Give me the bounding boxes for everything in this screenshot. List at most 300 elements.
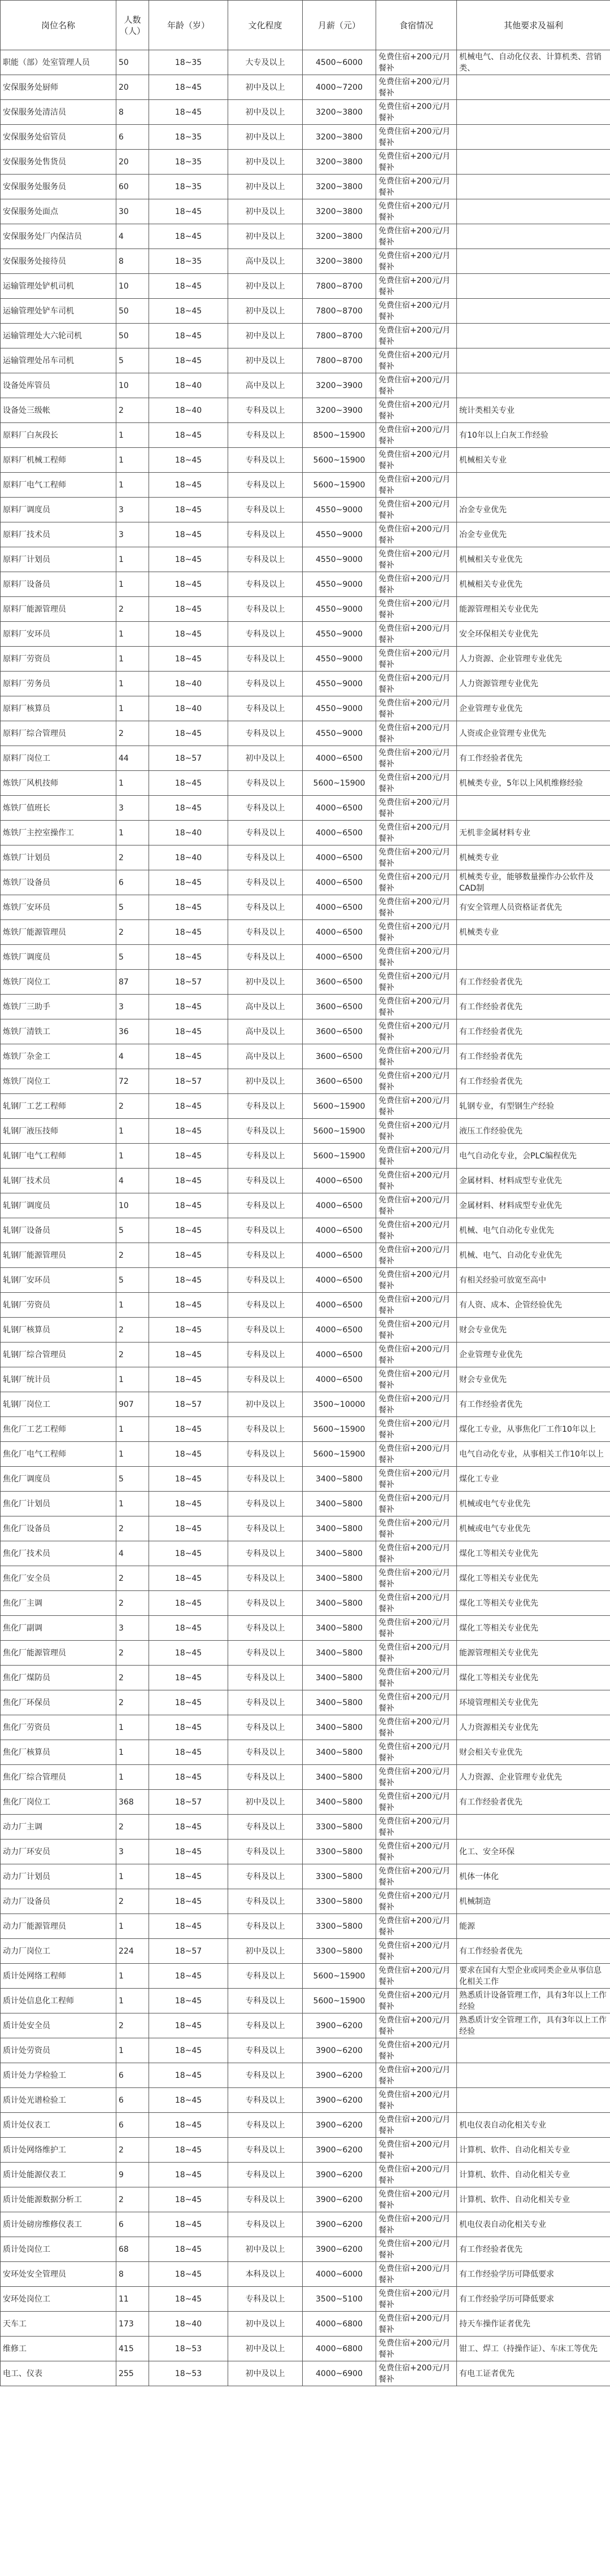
cell-age: 18~45 bbox=[149, 1566, 228, 1591]
table-row bbox=[1, 1268, 610, 1293]
cell-count: 6 bbox=[116, 2088, 149, 2113]
cell-count: 4 bbox=[116, 1044, 149, 1069]
cell-lodging: 免费住宿+200元/月餐补 bbox=[376, 348, 457, 373]
table-row bbox=[1, 572, 610, 597]
cell-age: 18~45 bbox=[149, 1218, 228, 1243]
table-row bbox=[1, 1442, 610, 1467]
cell-age: 18~45 bbox=[149, 1119, 228, 1144]
cell-lodging: 免费住宿+200元/月餐补 bbox=[376, 1343, 457, 1367]
cell-position: 动力厂岗位工 bbox=[1, 1939, 116, 1964]
cell-lodging: 免费住宿+200元/月餐补 bbox=[376, 1044, 457, 1069]
cell-requirements: 机械电气、自动化仪表、计算机类、营销类、 bbox=[457, 50, 610, 75]
cell-count: 8 bbox=[116, 249, 149, 274]
cell-position: 焦化厂工艺工程师 bbox=[1, 1417, 116, 1442]
cell-count: 1 bbox=[116, 1715, 149, 1740]
cell-requirements bbox=[457, 348, 610, 373]
cell-salary: 4000~6500 bbox=[303, 1293, 376, 1318]
cell-salary: 5600~15900 bbox=[303, 1964, 376, 1989]
cell-salary: 5600~15900 bbox=[303, 1442, 376, 1467]
cell-age: 18~45 bbox=[149, 1343, 228, 1367]
cell-age: 18~45 bbox=[149, 2187, 228, 2212]
cell-lodging: 免费住宿+200元/月餐补 bbox=[376, 771, 457, 796]
cell-salary: 3900~6200 bbox=[303, 2187, 376, 2212]
cell-position: 轧钢厂电气工程师 bbox=[1, 1144, 116, 1169]
cell-position: 原料厂安环员 bbox=[1, 622, 116, 647]
cell-position: 质计处劳资员 bbox=[1, 2038, 116, 2063]
cell-salary: 4000~6500 bbox=[303, 920, 376, 945]
cell-education: 专科及以上 bbox=[228, 2038, 303, 2063]
cell-age: 18~45 bbox=[149, 1541, 228, 1566]
cell-age: 18~45 bbox=[149, 1715, 228, 1740]
cell-education: 专科及以上 bbox=[228, 721, 303, 746]
cell-requirements: 财会相关专业优先 bbox=[457, 1740, 610, 1765]
table-row bbox=[1, 1243, 610, 1268]
cell-count: 4 bbox=[116, 224, 149, 249]
cell-salary: 3600~6500 bbox=[303, 995, 376, 1019]
cell-education: 专科及以上 bbox=[228, 1169, 303, 1193]
cell-age: 18~45 bbox=[149, 199, 228, 224]
cell-position: 安环处岗位工 bbox=[1, 2287, 116, 2312]
table-row bbox=[1, 2312, 610, 2337]
cell-lodging: 免费住宿+200元/月餐补 bbox=[376, 672, 457, 696]
table-row bbox=[1, 348, 610, 373]
cell-education: 大专及以上 bbox=[228, 50, 303, 75]
cell-education: 专科及以上 bbox=[228, 1641, 303, 1666]
cell-salary: 3400~5800 bbox=[303, 1641, 376, 1666]
cell-salary: 3600~6500 bbox=[303, 1019, 376, 1044]
cell-education: 专科及以上 bbox=[228, 1516, 303, 1541]
cell-requirements: 企业管理专业优先 bbox=[457, 1343, 610, 1367]
cell-count: 6 bbox=[116, 2063, 149, 2088]
cell-salary: 3200~3900 bbox=[303, 398, 376, 423]
cell-count: 30 bbox=[116, 199, 149, 224]
cell-lodging: 免费住宿+200元/月餐补 bbox=[376, 1442, 457, 1467]
cell-salary: 7800~8700 bbox=[303, 324, 376, 348]
cell-position: 运输管理处铲车司机 bbox=[1, 299, 116, 324]
cell-lodging: 免费住宿+200元/月餐补 bbox=[376, 1690, 457, 1715]
cell-education: 专科及以上 bbox=[228, 2138, 303, 2163]
cell-lodging: 免费住宿+200元/月餐补 bbox=[376, 1591, 457, 1616]
table-row bbox=[1, 498, 610, 522]
cell-age: 18~45 bbox=[149, 920, 228, 945]
cell-count: 6 bbox=[116, 2113, 149, 2138]
cell-lodging: 免费住宿+200元/月餐补 bbox=[376, 1293, 457, 1318]
cell-education: 专科及以上 bbox=[228, 1765, 303, 1790]
table-row bbox=[1, 75, 610, 100]
cell-requirements: 冶金专业优先 bbox=[457, 522, 610, 547]
cell-salary: 8500~15900 bbox=[303, 423, 376, 448]
cell-position: 炼铁厂安环员 bbox=[1, 895, 116, 920]
table-row bbox=[1, 746, 610, 771]
cell-count: 2 bbox=[116, 2187, 149, 2212]
table-row bbox=[1, 1939, 610, 1964]
cell-requirements: 机械相关专业优先 bbox=[457, 572, 610, 597]
cell-age: 18~45 bbox=[149, 870, 228, 895]
cell-requirements: 无机非金属材料专业 bbox=[457, 821, 610, 845]
cell-lodging: 免费住宿+200元/月餐补 bbox=[376, 1392, 457, 1417]
cell-requirements: 财会专业优先 bbox=[457, 1367, 610, 1392]
cell-count: 5 bbox=[116, 895, 149, 920]
table-row bbox=[1, 423, 610, 448]
cell-lodging: 免费住宿+200元/月餐补 bbox=[376, 1119, 457, 1144]
table-row bbox=[1, 1864, 610, 1889]
cell-position: 质计处磅房维修仪表工 bbox=[1, 2212, 116, 2237]
cell-age: 18~45 bbox=[149, 1467, 228, 1492]
cell-age: 18~45 bbox=[149, 1268, 228, 1293]
cell-salary: 4550~9000 bbox=[303, 647, 376, 672]
table-row bbox=[1, 175, 610, 199]
cell-requirements: 环境管理相关专业优先 bbox=[457, 1690, 610, 1715]
cell-age: 18~45 bbox=[149, 1044, 228, 1069]
cell-lodging: 免费住宿+200元/月餐补 bbox=[376, 2361, 457, 2386]
cell-education: 专科及以上 bbox=[228, 522, 303, 547]
cell-salary: 3600~6500 bbox=[303, 1044, 376, 1069]
table-row bbox=[1, 920, 610, 945]
table-row bbox=[1, 1765, 610, 1790]
cell-count: 5 bbox=[116, 1268, 149, 1293]
table-row bbox=[1, 2212, 610, 2237]
cell-lodging: 免费住宿+200元/月餐补 bbox=[376, 274, 457, 299]
cell-salary: 3200~3800 bbox=[303, 224, 376, 249]
cell-age: 18~45 bbox=[149, 324, 228, 348]
table-row bbox=[1, 2163, 610, 2187]
table-row bbox=[1, 473, 610, 498]
table-row bbox=[1, 299, 610, 324]
table-row bbox=[1, 1889, 610, 1914]
cell-count: 6 bbox=[116, 870, 149, 895]
cell-count: 44 bbox=[116, 746, 149, 771]
cell-position: 原料厂综合管理员 bbox=[1, 721, 116, 746]
cell-salary: 3400~5800 bbox=[303, 1492, 376, 1516]
cell-age: 18~45 bbox=[149, 1666, 228, 1690]
header-lodging: 食宿情况 bbox=[376, 1, 457, 50]
cell-age: 18~40 bbox=[149, 398, 228, 423]
cell-position: 原料厂机械工程师 bbox=[1, 448, 116, 473]
cell-salary: 4550~9000 bbox=[303, 721, 376, 746]
cell-age: 18~57 bbox=[149, 1392, 228, 1417]
header-age: 年龄（岁） bbox=[149, 1, 228, 50]
header-count: 人数（人） bbox=[116, 1, 149, 50]
cell-salary: 3300~5800 bbox=[303, 1889, 376, 1914]
cell-position: 安保服务处接待员 bbox=[1, 249, 116, 274]
cell-education: 专科及以上 bbox=[228, 945, 303, 970]
cell-age: 18~45 bbox=[149, 1193, 228, 1218]
cell-lodging: 免费住宿+200元/月餐补 bbox=[376, 1889, 457, 1914]
cell-education: 初中及以上 bbox=[228, 2337, 303, 2361]
cell-age: 18~45 bbox=[149, 448, 228, 473]
cell-count: 1 bbox=[116, 1765, 149, 1790]
cell-position: 天车工 bbox=[1, 2312, 116, 2337]
cell-lodging: 免费住宿+200元/月餐补 bbox=[376, 746, 457, 771]
cell-count: 3 bbox=[116, 796, 149, 821]
table-row bbox=[1, 1591, 610, 1616]
cell-education: 专科及以上 bbox=[228, 821, 303, 845]
cell-count: 50 bbox=[116, 299, 149, 324]
cell-salary: 5600~15900 bbox=[303, 1989, 376, 2013]
table-row bbox=[1, 945, 610, 970]
cell-requirements: 机械相关专业优先 bbox=[457, 547, 610, 572]
table-row bbox=[1, 1666, 610, 1690]
cell-position: 焦化厂环保员 bbox=[1, 1690, 116, 1715]
cell-count: 173 bbox=[116, 2312, 149, 2337]
cell-education: 专科及以上 bbox=[228, 1343, 303, 1367]
table-row bbox=[1, 150, 610, 175]
cell-lodging: 免费住宿+200元/月餐补 bbox=[376, 821, 457, 845]
table-row bbox=[1, 672, 610, 696]
cell-requirements: 煤化工等相关专业优先 bbox=[457, 1666, 610, 1690]
table-row bbox=[1, 845, 610, 870]
cell-lodging: 免费住宿+200元/月餐补 bbox=[376, 1069, 457, 1094]
cell-lodging: 免费住宿+200元/月餐补 bbox=[376, 324, 457, 348]
table-row bbox=[1, 696, 610, 721]
cell-education: 专科及以上 bbox=[228, 1144, 303, 1169]
cell-requirements: 有工作经验学历可降低要求 bbox=[457, 2262, 610, 2287]
cell-requirements bbox=[457, 199, 610, 224]
cell-age: 18~45 bbox=[149, 1019, 228, 1044]
cell-education: 初中及以上 bbox=[228, 150, 303, 175]
cell-count: 1 bbox=[116, 473, 149, 498]
cell-count: 1 bbox=[116, 1442, 149, 1467]
cell-age: 18~57 bbox=[149, 970, 228, 995]
cell-count: 11 bbox=[116, 2287, 149, 2312]
cell-salary: 3400~5800 bbox=[303, 1566, 376, 1591]
table-row bbox=[1, 1392, 610, 1417]
cell-age: 18~45 bbox=[149, 1914, 228, 1939]
cell-requirements: 煤化工等相关专业优先 bbox=[457, 1591, 610, 1616]
cell-lodging: 免费住宿+200元/月餐补 bbox=[376, 597, 457, 622]
cell-requirements: 安全环保相关专业优先 bbox=[457, 622, 610, 647]
table-row bbox=[1, 2337, 610, 2361]
cell-age: 18~45 bbox=[149, 274, 228, 299]
cell-count: 1 bbox=[116, 622, 149, 647]
cell-age: 18~45 bbox=[149, 498, 228, 522]
cell-age: 18~45 bbox=[149, 1641, 228, 1666]
cell-education: 专科及以上 bbox=[228, 1442, 303, 1467]
table-row bbox=[1, 2138, 610, 2163]
cell-requirements: 有工作经验者优先 bbox=[457, 995, 610, 1019]
cell-requirements: 熟悉质计安全管理工作，具有3年以上工作经验 bbox=[457, 2013, 610, 2038]
table-row bbox=[1, 199, 610, 224]
cell-requirements bbox=[457, 1815, 610, 1840]
cell-age: 18~45 bbox=[149, 995, 228, 1019]
cell-lodging: 免费住宿+200元/月餐补 bbox=[376, 2287, 457, 2312]
cell-age: 18~53 bbox=[149, 2337, 228, 2361]
cell-age: 18~45 bbox=[149, 2088, 228, 2113]
cell-requirements bbox=[457, 175, 610, 199]
cell-requirements: 人力资源、企业管理专业优先 bbox=[457, 647, 610, 672]
cell-education: 专科及以上 bbox=[228, 895, 303, 920]
cell-lodging: 免费住宿+200元/月餐补 bbox=[376, 2337, 457, 2361]
cell-count: 2 bbox=[116, 2013, 149, 2038]
table-row bbox=[1, 1566, 610, 1591]
cell-salary: 7800~8700 bbox=[303, 274, 376, 299]
cell-salary: 3900~6200 bbox=[303, 2113, 376, 2138]
cell-education: 初中及以上 bbox=[228, 2237, 303, 2262]
cell-position: 动力厂能源管理员 bbox=[1, 1914, 116, 1939]
cell-count: 2 bbox=[116, 845, 149, 870]
cell-salary: 4000~6500 bbox=[303, 1243, 376, 1268]
cell-education: 专科及以上 bbox=[228, 1218, 303, 1243]
cell-position: 炼铁厂计划员 bbox=[1, 845, 116, 870]
cell-position: 质计处力学检验工 bbox=[1, 2063, 116, 2088]
table-row bbox=[1, 547, 610, 572]
cell-requirements: 有相关经验可放宽至高中 bbox=[457, 1268, 610, 1293]
cell-requirements: 有人资、成本、企管经验优先 bbox=[457, 1293, 610, 1318]
cell-lodging: 免费住宿+200元/月餐补 bbox=[376, 696, 457, 721]
cell-salary: 4000~6500 bbox=[303, 1218, 376, 1243]
cell-education: 专科及以上 bbox=[228, 1616, 303, 1641]
cell-count: 2 bbox=[116, 1343, 149, 1367]
cell-requirements bbox=[457, 75, 610, 100]
cell-salary: 4550~9000 bbox=[303, 498, 376, 522]
cell-count: 20 bbox=[116, 150, 149, 175]
cell-education: 专科及以上 bbox=[228, 622, 303, 647]
cell-count: 2 bbox=[116, 1690, 149, 1715]
cell-count: 1 bbox=[116, 1914, 149, 1939]
cell-position: 焦化厂岗位工 bbox=[1, 1790, 116, 1815]
cell-education: 初中及以上 bbox=[228, 1392, 303, 1417]
cell-count: 4 bbox=[116, 1169, 149, 1193]
cell-education: 专科及以上 bbox=[228, 1566, 303, 1591]
table-row bbox=[1, 324, 610, 348]
cell-position: 焦化厂调度员 bbox=[1, 1467, 116, 1492]
cell-count: 255 bbox=[116, 2361, 149, 2386]
cell-requirements: 化工、安全环保 bbox=[457, 1840, 610, 1864]
cell-salary: 4550~9000 bbox=[303, 672, 376, 696]
table-row bbox=[1, 2287, 610, 2312]
cell-requirements: 机械类专业，5年以上风机维修经验 bbox=[457, 771, 610, 796]
table-row bbox=[1, 895, 610, 920]
cell-count: 50 bbox=[116, 50, 149, 75]
cell-lodging: 免费住宿+200元/月餐补 bbox=[376, 50, 457, 75]
cell-position: 原料厂核算员 bbox=[1, 696, 116, 721]
cell-salary: 4000~6500 bbox=[303, 1169, 376, 1193]
cell-requirements: 有10年以上白灰工作经验 bbox=[457, 423, 610, 448]
cell-requirements: 熟悉质计设备管理工作，具有3年以上工作经验 bbox=[457, 1989, 610, 2013]
cell-age: 18~45 bbox=[149, 945, 228, 970]
cell-lodging: 免费住宿+200元/月餐补 bbox=[376, 1467, 457, 1492]
cell-lodging: 免费住宿+200元/月餐补 bbox=[376, 995, 457, 1019]
cell-education: 初中及以上 bbox=[228, 100, 303, 125]
table-row bbox=[1, 1044, 610, 1069]
cell-salary: 4000~6500 bbox=[303, 945, 376, 970]
header-position: 岗位名称 bbox=[1, 1, 116, 50]
cell-requirements: 计算机、软件、自动化相关专业 bbox=[457, 2163, 610, 2187]
cell-salary: 4000~6500 bbox=[303, 895, 376, 920]
table-row bbox=[1, 1516, 610, 1541]
cell-salary: 4000~6500 bbox=[303, 796, 376, 821]
cell-education: 专科及以上 bbox=[228, 2287, 303, 2312]
cell-education: 专科及以上 bbox=[228, 2187, 303, 2212]
cell-education: 专科及以上 bbox=[228, 1840, 303, 1864]
cell-age: 18~45 bbox=[149, 1815, 228, 1840]
cell-count: 415 bbox=[116, 2337, 149, 2361]
cell-lodging: 免费住宿+200元/月餐补 bbox=[376, 1666, 457, 1690]
table-row bbox=[1, 1840, 610, 1864]
cell-age: 18~45 bbox=[149, 423, 228, 448]
cell-requirements: 有电工证者优先 bbox=[457, 2361, 610, 2386]
cell-education: 专科及以上 bbox=[228, 1690, 303, 1715]
cell-position: 设备处三级帐 bbox=[1, 398, 116, 423]
cell-lodging: 免费住宿+200元/月餐补 bbox=[376, 2113, 457, 2138]
table-row bbox=[1, 398, 610, 423]
cell-education: 专科及以上 bbox=[228, 448, 303, 473]
cell-lodging: 免费住宿+200元/月餐补 bbox=[376, 2237, 457, 2262]
cell-count: 1 bbox=[116, 1293, 149, 1318]
table-row bbox=[1, 249, 610, 274]
table-row bbox=[1, 1367, 610, 1392]
cell-education: 专科及以上 bbox=[228, 423, 303, 448]
cell-lodging: 免费住宿+200元/月餐补 bbox=[376, 1815, 457, 1840]
cell-lodging: 免费住宿+200元/月餐补 bbox=[376, 970, 457, 995]
cell-lodging: 免费住宿+200元/月餐补 bbox=[376, 1541, 457, 1566]
cell-count: 3 bbox=[116, 1616, 149, 1641]
cell-age: 18~57 bbox=[149, 746, 228, 771]
cell-lodging: 免费住宿+200元/月餐补 bbox=[376, 845, 457, 870]
cell-requirements: 有工作经验学历可降低要求 bbox=[457, 2287, 610, 2312]
cell-count: 2 bbox=[116, 1318, 149, 1343]
cell-requirements: 人力资源管理专业优先 bbox=[457, 672, 610, 696]
cell-position: 安保服务处宿管员 bbox=[1, 125, 116, 150]
cell-position: 原料厂岗位工 bbox=[1, 746, 116, 771]
cell-education: 专科及以上 bbox=[228, 796, 303, 821]
cell-count: 1 bbox=[116, 771, 149, 796]
cell-salary: 4000~6500 bbox=[303, 870, 376, 895]
cell-count: 10 bbox=[116, 274, 149, 299]
cell-position: 轧钢厂核算员 bbox=[1, 1318, 116, 1343]
cell-count: 1 bbox=[116, 1144, 149, 1169]
cell-salary: 5600~15900 bbox=[303, 771, 376, 796]
cell-requirements: 机械类专业 bbox=[457, 920, 610, 945]
table-row bbox=[1, 1318, 610, 1343]
cell-count: 8 bbox=[116, 100, 149, 125]
cell-lodging: 免费住宿+200元/月餐补 bbox=[376, 2163, 457, 2187]
cell-requirements bbox=[457, 100, 610, 125]
cell-lodging: 免费住宿+200元/月餐补 bbox=[376, 1193, 457, 1218]
cell-education: 初中及以上 bbox=[228, 125, 303, 150]
table-row bbox=[1, 1964, 610, 1989]
cell-position: 安环处安全管理员 bbox=[1, 2262, 116, 2287]
cell-lodging: 免费住宿+200元/月餐补 bbox=[376, 249, 457, 274]
cell-lodging: 免费住宿+200元/月餐补 bbox=[376, 1939, 457, 1964]
cell-requirements: 机械或电气专业优先 bbox=[457, 1516, 610, 1541]
cell-salary: 4550~9000 bbox=[303, 522, 376, 547]
cell-position: 质计处能源仪表工 bbox=[1, 2163, 116, 2187]
cell-age: 18~45 bbox=[149, 2287, 228, 2312]
cell-count: 5 bbox=[116, 1218, 149, 1243]
cell-education: 专科及以上 bbox=[228, 1293, 303, 1318]
cell-lodging: 免费住宿+200元/月餐补 bbox=[376, 1367, 457, 1392]
cell-position: 质计处安全员 bbox=[1, 2013, 116, 2038]
cell-requirements: 煤化工等相关专业优先 bbox=[457, 1616, 610, 1641]
cell-salary: 4550~9000 bbox=[303, 622, 376, 647]
table-row bbox=[1, 1069, 610, 1094]
cell-age: 18~45 bbox=[149, 299, 228, 324]
cell-requirements: 机械制造 bbox=[457, 1889, 610, 1914]
cell-count: 2 bbox=[116, 597, 149, 622]
cell-requirements: 有工作经验者优先 bbox=[457, 1019, 610, 1044]
cell-lodging: 免费住宿+200元/月餐补 bbox=[376, 1765, 457, 1790]
cell-count: 3 bbox=[116, 995, 149, 1019]
header-requirements: 其他要求及福利 bbox=[457, 1, 610, 50]
cell-age: 18~45 bbox=[149, 1690, 228, 1715]
cell-requirements: 有工作经验者优先 bbox=[457, 1392, 610, 1417]
table-row bbox=[1, 2088, 610, 2113]
cell-education: 高中及以上 bbox=[228, 1044, 303, 1069]
cell-position: 轧钢厂液压技师 bbox=[1, 1119, 116, 1144]
table-row bbox=[1, 1343, 610, 1367]
cell-lodging: 免费住宿+200元/月餐补 bbox=[376, 721, 457, 746]
